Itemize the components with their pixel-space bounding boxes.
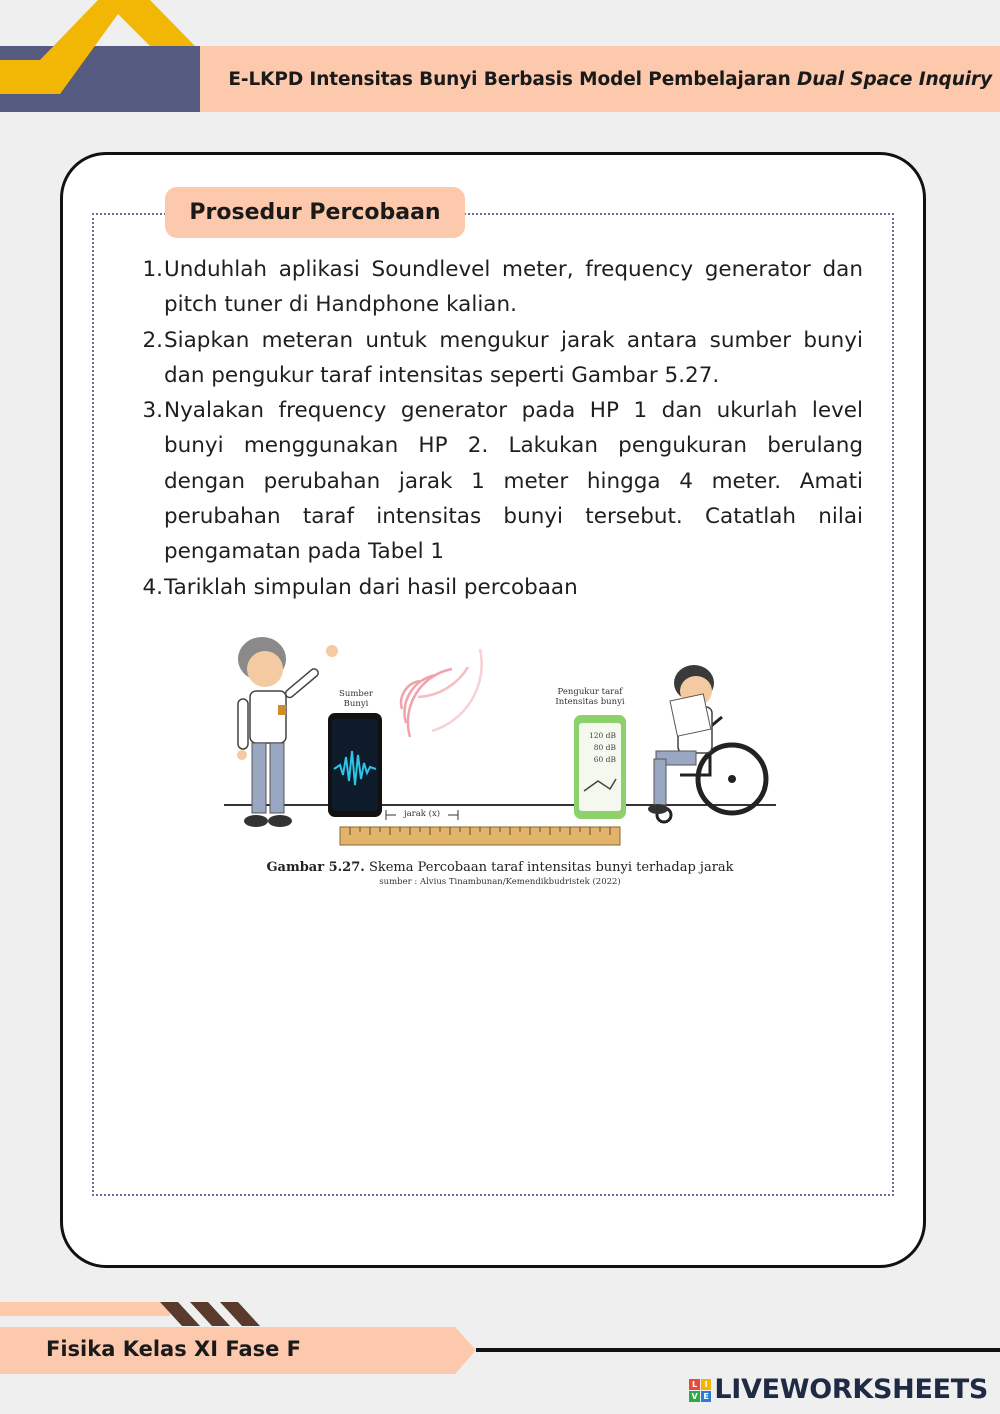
figure-caption-number: Gambar 5.27. [266,860,365,875]
student-standing-icon [237,637,338,827]
measuring-tape-icon [340,827,620,845]
list-item [134,323,863,394]
header-title-regular: E-LKPD Intensitas Bunyi Berbasis Model Pembelajaran [228,68,791,90]
footer-rule [476,1348,1000,1352]
scale-level-80: 80 dB [593,743,616,752]
step-number: 4. [142,574,163,600]
step-number: 2. [142,327,163,353]
liveworksheets-brand-text: LIVEWORKSHEETS [714,1374,988,1405]
student-wheelchair-icon [648,665,766,822]
step-text: Unduhlah aplikasi Soundlevel meter, frequency generator dan pitch tuner di Handphone kalian. [164,257,863,318]
header-title-italic: Dual Space Inquiry [797,68,992,90]
logo-letter-i: I [701,1379,712,1390]
list-item [134,252,863,323]
scale-level-60: 60 dB [593,755,616,764]
liveworksheets-grid-icon [689,1379,711,1401]
figure-caption [210,860,790,875]
logo-letter-v: V [689,1391,700,1402]
header-title [228,69,992,90]
experiment-figure [210,619,790,895]
logo-letter-e: E [701,1391,712,1402]
sound-waves-icon [401,649,482,737]
source-label: Sumber Bunyi [339,689,373,709]
footer-slash-decoration [160,1302,270,1326]
step-text: Siapkan meteran untuk mengukur jarak antara sumber bunyi dan pengukur taraf intensitas seperti Gambar 5.27. [164,327,863,388]
footer-stripe [0,1302,170,1316]
phone-source-icon [328,713,382,817]
scale-level-120: 120 dB [588,731,616,740]
header-band [200,46,1000,112]
figure-source: sumber : Alvius Tinambunan/Kemendikbudristek (2022) [379,877,621,887]
footer-label: Fisika Kelas XI Fase F [46,1337,302,1361]
header-chevron-decoration [0,0,200,112]
list-item [134,570,863,605]
step-number: 1. [142,257,163,282]
section-title: Prosedur Percobaan [165,187,465,238]
distance-label: jarak (x) [396,809,448,819]
list-item [134,393,863,569]
liveworksheets-logo[interactable] [689,1374,988,1405]
step-text: Tariklah simpulan dari hasil percobaan [164,574,578,600]
logo-letter-l: L [689,1379,700,1390]
step-number: 3. [142,398,163,424]
figure-caption-text: Skema Percobaan taraf intensitas bunyi terhadap jarak [368,860,734,875]
procedure-list [134,252,863,605]
meter-label: Pengukur taraf Intensitas bunyi [555,687,625,707]
step-text: Nyalakan frequency generator pada HP 1 dan ukurlah level bunyi menggunakan HP 2. Lakukan pengukuran berulang dengan perubahan jarak 1 meter hingga 4 meter. Amati perubahan taraf intensitas bunyi tersebut. Catatlah nilai pengamatan pada Tabel 1 [164,398,863,565]
experiment-illustration [210,619,790,859]
